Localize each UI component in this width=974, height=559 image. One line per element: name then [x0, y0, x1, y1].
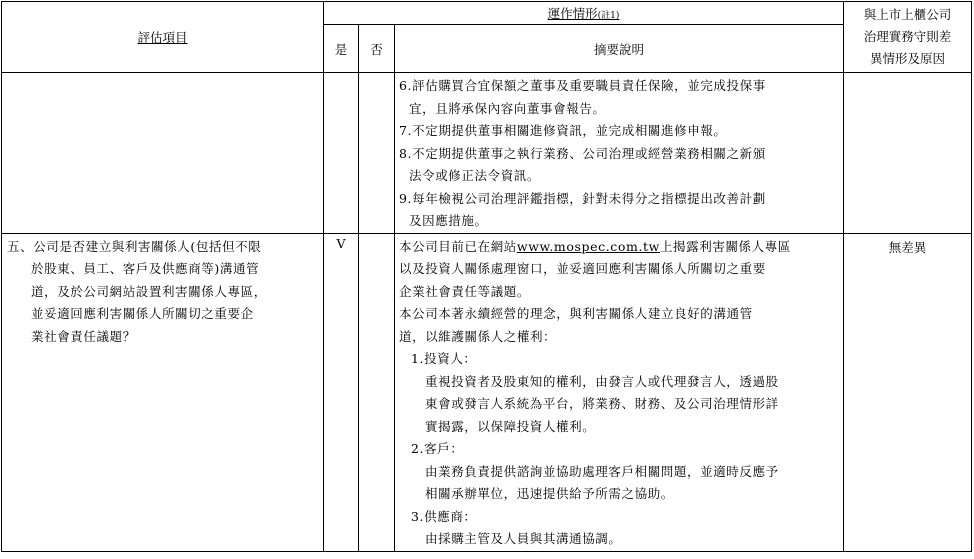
no-cell — [359, 233, 395, 551]
header-item-cell — [2, 2, 324, 73]
summary-line: 實揭露，以保障投資人權利。 — [425, 418, 596, 434]
website-link[interactable]: www.mospec.com.tw — [516, 238, 660, 254]
yes-check-mark: V — [336, 235, 346, 251]
summary-text: 本公司目前已在網站 — [399, 238, 517, 254]
summary-line: 2.客戶： — [411, 441, 464, 456]
summary-cell — [395, 233, 844, 551]
header-operation-note: (註1) — [597, 11, 620, 21]
summary-line: 6.評估購買合宜保額之董事及重要職員責任保險，並完成投保事 — [399, 78, 766, 93]
question-line: 道，及於公司網站設置利害關係人專區， — [31, 283, 267, 299]
summary-line: 企業社會責任等議題。 — [399, 283, 531, 299]
summary-line: 7.不定期提供董事相關進修資訊，並完成相關進修申報。 — [399, 123, 727, 138]
header-operation: 運作情形 — [547, 6, 598, 21]
question-cell — [2, 233, 324, 551]
summary-line: 道，以維護關係人之權利： — [399, 328, 557, 344]
difference-value: 無差異 — [888, 239, 927, 255]
difference-cell — [844, 233, 972, 551]
question-cell — [2, 73, 324, 234]
header-difference-cell — [844, 2, 972, 73]
summary-line: 相關承辦單位，迅速提供給予所需之協助。 — [425, 486, 674, 501]
header-summary: 摘要說明 — [395, 25, 844, 73]
table-row — [2, 233, 972, 551]
no-cell — [359, 73, 395, 234]
header-item: 評估項目 — [137, 30, 188, 45]
difference-cell — [844, 73, 972, 234]
summary-line: 宜，且將承保內容向董事會報告。 — [409, 100, 606, 116]
header-difference-line: 異情形及原因 — [870, 51, 946, 66]
summary-line: 3.供應商： — [411, 508, 477, 524]
header-difference-line: 與上市上櫃公司 — [863, 7, 952, 22]
yes-cell — [324, 233, 359, 551]
header-operation-cell — [324, 2, 844, 25]
summary-line: 8.不定期提供董事之執行業務、公司治理或經營業務相關之新頒 — [399, 145, 766, 161]
header-yes: 是 — [324, 25, 359, 73]
header-no: 否 — [359, 25, 395, 73]
summary-line: 以及投資人關係處理窗口，並妥適回應利害關係人所關切之重要 — [399, 261, 766, 276]
summary-line: 法令或修正法令資訊。 — [409, 168, 541, 183]
summary-lines — [399, 258, 839, 551]
question-line: 於股東、員工、客戶及供應商等)溝通管 — [31, 261, 260, 276]
question-line: 業社會責任議題？ — [31, 328, 136, 344]
summary-line: 由業務負責提供諮詢並協助處理客戶相關問題，並適時反應予 — [425, 463, 779, 479]
table-row — [2, 73, 972, 234]
summary-line: 1.投資人： — [411, 351, 477, 366]
summary-line — [399, 236, 839, 259]
summary-line: 9.每年檢視公司治理評鑑指標，針對未得分之指標提出改善計劃 — [399, 190, 766, 206]
summary-line: 本公司本著永續經營的理念，與利害關係人建立良好的溝通管 — [399, 306, 753, 321]
summary-text: 上揭露利害關係人專區 — [659, 238, 791, 254]
summary-line: 及因應措施。 — [409, 213, 488, 228]
evaluation-table — [1, 1, 972, 552]
summary-line: 重視投資者及股東知的權利，由發言人或代理發言人，透過股 — [425, 373, 779, 389]
question-line: 並妥適回應利害關係人所關切之重要企 — [31, 306, 254, 321]
yes-cell — [324, 73, 359, 234]
header-difference-line: 治理實務守則差 — [863, 29, 952, 44]
question-line: 五、公司是否建立與利害關係人(包括但不限 — [7, 238, 262, 254]
summary-cell — [395, 73, 844, 234]
summary-line: 東會或發言人系統為平台，將業務、財務、及公司治理情形詳 — [425, 396, 779, 411]
summary-line: 由採購主管及人員與其溝通協調。 — [425, 531, 622, 546]
